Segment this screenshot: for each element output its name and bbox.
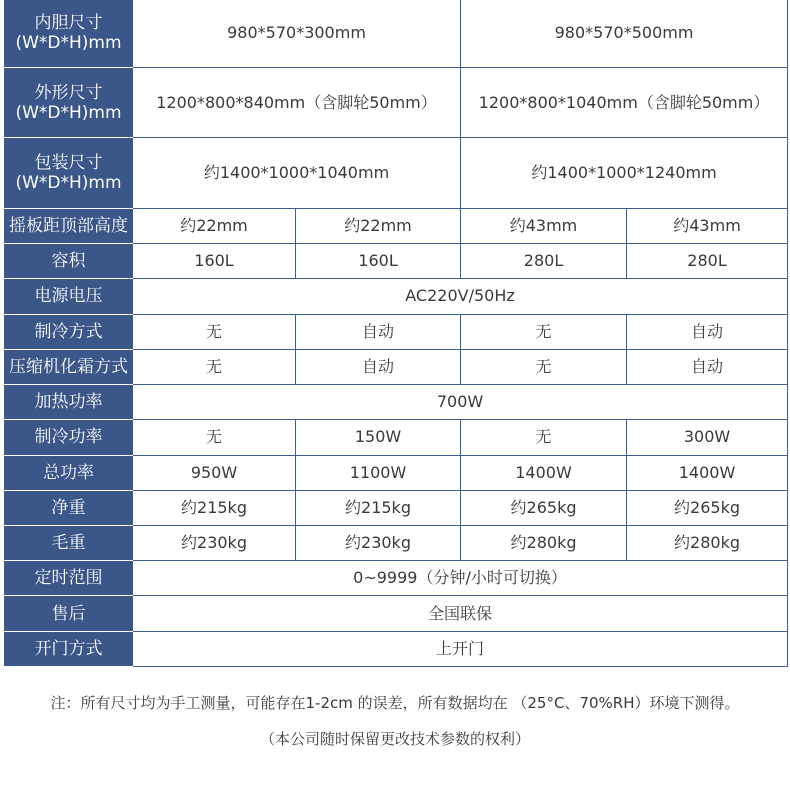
- row-label: 净重: [5, 490, 133, 525]
- row-label: 毛重: [5, 526, 133, 561]
- spec-row: [5, 138, 788, 208]
- spec-cell: 约1400*1000*1240mm: [461, 138, 788, 208]
- spec-cell: 约280kg: [461, 526, 627, 561]
- spec-row: [5, 208, 788, 243]
- copyright-note: （本公司随时保留更改技术参数的权利）: [259, 730, 530, 748]
- row-label: 总功率: [5, 455, 133, 490]
- spec-cell: 160L: [133, 244, 296, 279]
- spec-cell: 约43mm: [627, 208, 788, 243]
- spec-cell: 1200*800*1040mm（含脚轮50mm）: [461, 67, 788, 137]
- row-label: 容积: [5, 244, 133, 279]
- spec-cell: 约22mm: [296, 208, 461, 243]
- spec-cell: 1100W: [296, 455, 461, 490]
- spec-cell: 无: [461, 349, 627, 384]
- spec-cell: 自动: [296, 349, 461, 384]
- spec-cell: 约215kg: [133, 490, 296, 525]
- row-label: 定时范围: [5, 561, 133, 596]
- row-label: 压缩机化霜方式: [5, 349, 133, 384]
- row-label: 电源电压: [5, 279, 133, 314]
- spec-cell: 无: [133, 420, 296, 455]
- spec-row: [5, 349, 788, 384]
- spec-cell: 980*570*500mm: [461, 0, 788, 67]
- spec-table: [4, 0, 788, 667]
- spec-cell: 1200*800*840mm（含脚轮50mm）: [133, 67, 461, 137]
- spec-cell: AC220V/50Hz: [133, 279, 788, 314]
- row-label: 摇板距顶部高度: [5, 208, 133, 243]
- spec-cell: 700W: [133, 385, 788, 420]
- spec-cell: 全国联保: [133, 596, 788, 631]
- spec-row: [5, 561, 788, 596]
- row-label: 开门方式: [5, 631, 133, 666]
- spec-cell: 自动: [627, 314, 788, 349]
- spec-cell: 自动: [296, 314, 461, 349]
- spec-row: [5, 596, 788, 631]
- spec-row: [5, 279, 788, 314]
- spec-cell: 约1400*1000*1040mm: [133, 138, 461, 208]
- spec-cell: 150W: [296, 420, 461, 455]
- spec-row: [5, 455, 788, 490]
- row-label: 加热功率: [5, 385, 133, 420]
- spec-cell: 280L: [461, 244, 627, 279]
- spec-row: [5, 244, 788, 279]
- row-label: 售后: [5, 596, 133, 631]
- row-label: 内胆尺寸 (W*D*H)mm: [5, 0, 133, 67]
- spec-cell: 无: [461, 314, 627, 349]
- spec-row: [5, 0, 788, 67]
- row-label: 制冷功率: [5, 420, 133, 455]
- spec-cell: 约265kg: [627, 490, 788, 525]
- spec-cell: 950W: [133, 455, 296, 490]
- spec-row: [5, 420, 788, 455]
- spec-cell: 约265kg: [461, 490, 627, 525]
- spec-cell: 自动: [627, 349, 788, 384]
- spec-row: [5, 314, 788, 349]
- spec-cell: 0~9999（分钟/小时可切换）: [133, 561, 788, 596]
- spec-cell: 160L: [296, 244, 461, 279]
- spec-row: [5, 67, 788, 137]
- row-label: 外形尺寸 (W*D*H)mm: [5, 67, 133, 137]
- spec-row: [5, 526, 788, 561]
- measurement-note: 注：所有尺寸均为手工测量，可能存在1-2cm 的误差，所有数据均在 （25°C、70%RH）环境下测得。: [50, 694, 740, 712]
- spec-row: [5, 385, 788, 420]
- spec-cell: 约22mm: [133, 208, 296, 243]
- row-label: 制冷方式: [5, 314, 133, 349]
- spec-cell: 约215kg: [296, 490, 461, 525]
- spec-cell: 约43mm: [461, 208, 627, 243]
- spec-cell: 约230kg: [133, 526, 296, 561]
- spec-cell: 1400W: [461, 455, 627, 490]
- spec-row: [5, 631, 788, 666]
- spec-cell: 无: [133, 349, 296, 384]
- row-label: 包装尺寸 (W*D*H)mm: [5, 138, 133, 208]
- spec-cell: 1400W: [627, 455, 788, 490]
- spec-cell: 300W: [627, 420, 788, 455]
- spec-cell: 无: [133, 314, 296, 349]
- spec-row: [5, 490, 788, 525]
- spec-cell: 980*570*300mm: [133, 0, 461, 67]
- spec-cell: 上开门: [133, 631, 788, 666]
- spec-cell: 约280kg: [627, 526, 788, 561]
- spec-cell: 280L: [627, 244, 788, 279]
- spec-cell: 约230kg: [296, 526, 461, 561]
- spec-cell: 无: [461, 420, 627, 455]
